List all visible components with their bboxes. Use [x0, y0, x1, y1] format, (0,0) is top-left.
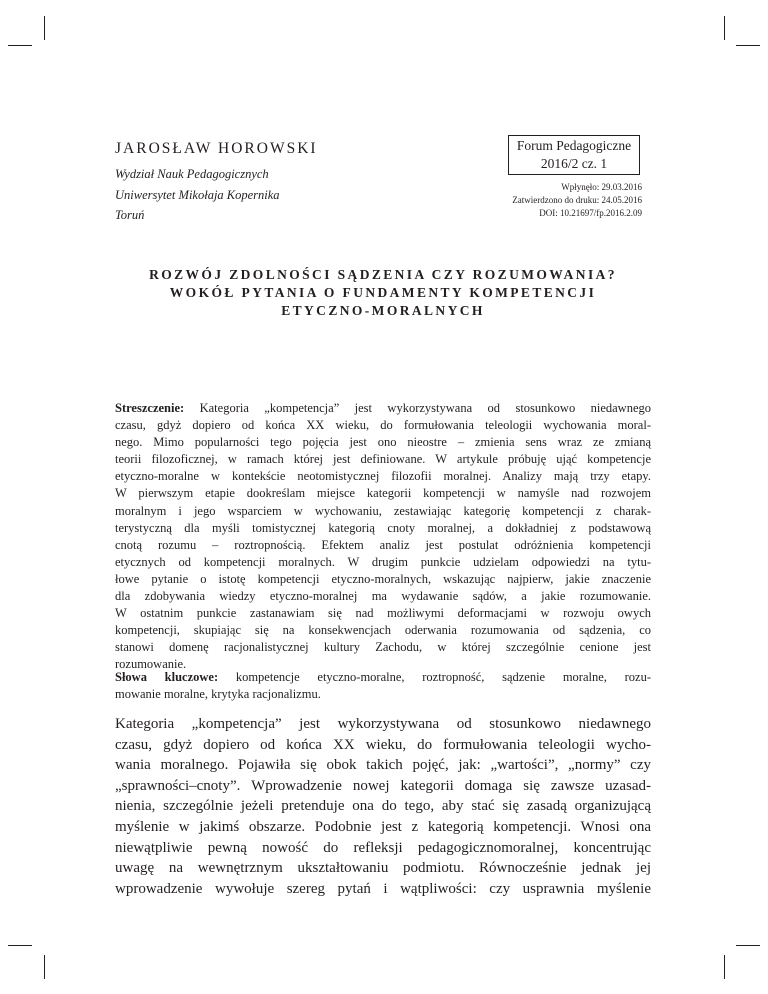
abstract-label: Streszczenie: [115, 401, 185, 415]
affiliation-city: Toruń [115, 208, 145, 222]
abstract-line: W ostatnim punkcie zastanawiam się nad możliwymi deformacjami w rozwoju owych [115, 606, 651, 621]
body-line: „sprawności–cnoty”. Wprowadzenie nowej kategorii domaga się zawsze uzasad- [115, 777, 651, 794]
abstract-line: moralnym i jego wsparciem w wychowaniu, zestawiając kategorię kompetencji z charak- [115, 503, 651, 518]
abstract-line: W pierwszym etapie dookreślam miejsce kategorii kompetencji w namyśle nad rozwojem [115, 486, 651, 501]
abstract-line: łowe pytanie o istotę kompetencji etyczno-moralnych, wskazując najpierw, jakie znaczenie [115, 571, 651, 586]
abstract-line: czasu, gdyż dopiero od końca XX wieku, do formułowania teleologii wychowania moral- [115, 418, 651, 433]
body-line: Kategoria „kompetencja” jest wykorzystywana od stosunkowo niedawnego [115, 716, 651, 732]
affiliation-university: Uniwersytet Mikołaja Kopernika [115, 187, 280, 202]
abstract-line: cnotą rozumu – roztropnością. Efektem analiz jest postulat odróżnienia kompetencji [115, 537, 651, 552]
abstract-line: etyczno-moralne w kontekście neotomistycznej filozofii moralnej. Analizy mają trzy etapy. [115, 469, 651, 484]
crop-mark [8, 45, 32, 46]
abstract-line: kompetencji, skupiając się na konsekwencjach oderwania rozumowania od sądzenia, co [115, 623, 651, 638]
journal-issue: 2016/2 cz. 1 [540, 156, 608, 171]
doi: DOI: 10.21697/fp.2016.2.09 [539, 207, 642, 218]
crop-mark [736, 45, 760, 46]
body-paragraph [115, 714, 651, 899]
body-line: wprowadzenie wywołuje szereg pytań i wątpliwości: czy usprawnia myślenie [115, 880, 651, 897]
keywords-line: mowanie moralne, krytyka racjonalizmu. [115, 687, 321, 702]
article-title [115, 266, 651, 320]
journal-name: Forum Pedagogiczne [516, 138, 632, 153]
abstract-line: stanowi domenę racjonalistycznej kultury Zachodu, w której szczególnie cenione jest [115, 640, 651, 655]
author-name: JAROSŁAW HOROWSKI [115, 140, 318, 157]
crop-mark [724, 16, 725, 40]
received-date: Wpłynęło: 29.03.2016 [561, 182, 642, 192]
abstract-line: etycznych od kompetencji moralnych. W drugim punkcie udzielam odpowiedzi na tytu- [115, 554, 651, 569]
crop-mark [8, 945, 32, 946]
accepted-date: Zatwierdzono do druku: 24.05.2016 [512, 194, 642, 205]
crop-mark [44, 955, 45, 979]
body-line: wania moralnego. Pojawiła się obok takich pojęć, jak: „wartości”, „normy” czy [115, 757, 651, 774]
body-line: uwagę na wewnętrznym ukształtowaniu podmiotu. Równocześnie jednak jej [115, 860, 651, 877]
body-line: myślenie w jakimś obszarze. Podobnie jest z kategorią kompetencji. Wnosi ona [115, 818, 651, 835]
keywords [115, 669, 651, 703]
crop-mark [736, 945, 760, 946]
author-block [115, 140, 318, 226]
keywords-label: Słowa kluczowe: [115, 670, 219, 684]
submission-meta [512, 181, 642, 219]
abstract-line: terystyczną dla myśli tomistycznej kategorią cnoty moralnej, a dokładniej z podstawową [115, 520, 651, 535]
abstract-line: rozumowanie. [115, 657, 187, 672]
affiliation-faculty: Wydział Nauk Pedagogicznych [115, 167, 269, 181]
abstract-line: nego. Mimo popularności tego pojęcia jest ono nieostre – zmienia sens wraz ze zmianą [115, 435, 651, 450]
title-line: WOKÓŁ PYTANIA O FUNDAMENTY KOMPETENCJI [169, 285, 597, 300]
body-line: nienia, szczególnie jeżeli pretenduje ona do tego, aby stać się zasadą organizującą [115, 798, 651, 815]
body-line: czasu, gdyż dopiero od końca XX wieku, do formułowania teleologii wycho- [115, 736, 651, 753]
crop-mark [724, 955, 725, 979]
crop-mark [44, 16, 45, 40]
title-line: ROZWÓJ ZDOLNOŚCI SĄDZENIA CZY ROZUMOWANIA? [149, 267, 617, 282]
body-line: niewątpliwie pewną nowość do refleksji pedagogicznomoralnej, koncentrując [115, 839, 651, 856]
journal-box [508, 135, 640, 175]
abstract-line: dla zdobywania wiedzy etyczno-moralnej ma wydawanie sądów, a jakie rozumowanie. [115, 589, 651, 604]
abstract-line: teorii filozoficznej, w ramach której jest definiowane. W artykule próbuję ująć kompetencje [115, 452, 651, 467]
keywords-line: Słowa kluczowe: kompetencje etyczno-moralne, roztropność, sądzenie moralne, rozu- [115, 670, 651, 684]
abstract-line: Streszczenie: Kategoria „kompetencja” jest wykorzystywana od stosunkowo niedawnego [115, 401, 651, 415]
abstract [115, 400, 651, 674]
title-line: ETYCZNO-MORALNYCH [281, 303, 485, 318]
